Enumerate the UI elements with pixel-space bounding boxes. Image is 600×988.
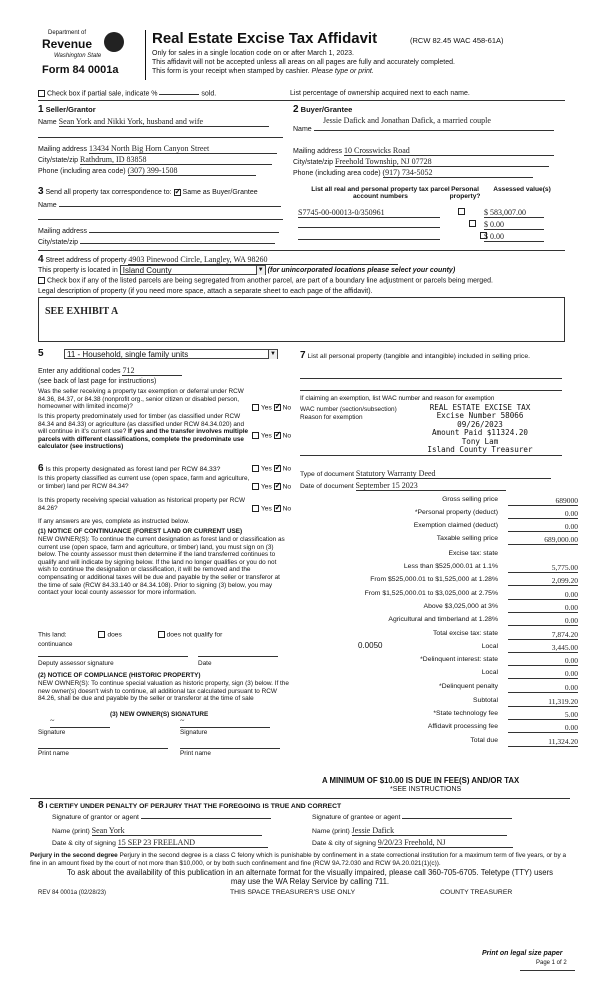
property-address[interactable]: 4903 Pinewood Circle, Langley, WA 98260 [128,255,398,265]
treasurer-stamp [410,404,550,454]
calc-label: From $1,525,000.01 to $3,025,000 at 2.75% [364,590,498,597]
calc-label: *Personal property (deduct) [414,509,498,516]
grantor-name[interactable]: Sean York [92,826,262,836]
calc-label: *Delinquent interest: state [420,656,498,663]
sec7-line-2 [300,390,562,391]
sec4-located-row: This property is located in Island County ▼ (for unincorporated locations please select your county) [38,266,456,275]
sec3-name-row: Name [38,202,283,209]
calc-row [288,697,578,708]
deputy-line [38,656,188,657]
sec6-q1-answers: Yes ✓ No [252,465,291,472]
historic-yes-checkbox[interactable] [252,505,259,512]
calc-value[interactable]: 7,874.20 [508,630,578,640]
seller-heading: 1 Seller/Grantor [38,104,96,115]
sec6-q2: Is this property classified as current use (open space, farm and agriculture, or timber) land per RCW 84.34? [38,475,250,490]
buyer-city[interactable]: Freehold Township, NJ 07728 [335,157,549,167]
logo-emblem-icon [104,32,124,52]
sec6-q3-answers: Yes ✓ No [252,505,291,512]
calc-label: Local [481,643,498,650]
footer-rule [520,970,575,971]
signature-label-2: Signature [180,729,208,736]
seller-address[interactable]: 13434 North Big Horn Canyon Street [89,144,277,154]
stamp-line-5: Tony Lam [461,436,499,446]
land-qualify-row: This land: does does not qualify for [38,631,223,639]
personal-property-checkbox-2[interactable] [469,220,476,227]
new-owner-signature-2[interactable]: ~ [180,716,270,728]
county-treasurer-label: COUNTY TREASURER [440,889,513,896]
boundary-row: Check box if any of the listed parcels are being segregated from another parcel, are part of a boundary line adjustment or parcels being merged. [38,277,578,284]
q2-no-checkbox[interactable] [274,432,281,439]
grantee-name[interactable]: Jessie Dafick [352,826,507,836]
seller-addr-row: Mailing address 13434 North Big Horn Canyon Street [38,144,283,154]
calc-label: Above $3,025,000 at 3% [423,603,498,610]
page-number: Page 1 of 2 [536,960,567,966]
stamp-line-3: 09/26/2023 [457,419,503,429]
assessed-value-1[interactable]: $ 583,007.00 [484,208,544,218]
grantor-name-row: Name (print) Sean York [52,826,262,836]
stamp-line-1: REAL ESTATE EXCISE TAX [429,403,531,412]
calc-row [288,630,578,641]
parcel-line-3 [298,239,440,240]
calc-label: Total excise tax: state [433,630,498,637]
county-select[interactable] [120,265,266,275]
buyer-phone[interactable]: (917) 734-5052 [383,168,533,178]
sec5-q2-answers: Yes ✓ No [252,432,291,439]
calc-label: Agricultural and timberland at 1.28% [388,616,498,623]
calc-value[interactable]: 0.00 [508,656,578,666]
calc-label: Affidavit processing fee [427,723,498,730]
buyer-name[interactable]: Jessie Dafick and Jonathan Dafick, a married couple [323,116,491,125]
calc-label: Exemption claimed (deduct) [413,522,498,529]
sec7-line-1 [300,378,562,379]
calc-row [288,590,578,601]
stamp-line-4: Amount Paid $11324.20 [431,428,528,438]
sec5-number: 5 [38,348,44,359]
deputy-date-label: Date [198,660,212,667]
subtitle-3: This form is your receipt when stamped by cashier. Please type or print. [152,68,374,75]
sold-label: sold. [201,90,217,98]
calc-row [288,576,578,587]
historic-no-checkbox[interactable] [274,505,281,512]
calc-value[interactable]: 0.00 [508,723,578,733]
assessed-value-2[interactable]: $ 0.00 [484,220,544,230]
county-note: (for unincorporated locations please select your county) [267,266,456,274]
logo-revenue: Revenue [42,37,93,51]
print-name-line-2 [180,748,280,749]
chevron-down-icon: ▼ [268,350,277,359]
calc-row [288,509,578,520]
new-owner-signature-1[interactable]: ~ [50,716,110,728]
seller-blank-line [38,137,283,138]
calc-label: *State technology fee [433,710,498,717]
list-note: List percentage of ownership acquired next to each name. [290,90,470,97]
new-owner-sig-heading: (3) NEW OWNER(S) SIGNATURE [110,711,209,718]
rev-number: REV 84 0001a (02/28/23) [38,890,107,896]
calc-row [288,522,578,533]
buyer-name-row: Name [293,126,561,133]
hr-top [38,100,565,101]
seller-phone-row: Phone (including area code) (307) 399-1508 [38,166,283,176]
sec6-q4: If any answers are yes, complete as instructed below. [38,518,190,525]
logo-state: Washington State [54,53,102,59]
calc-label: Subtotal [473,697,498,704]
sec5-q2: Is this property predominately used for timber (as classified under RCW 84.34 and 84.33) or agriculture (as classified under RCW 84.34.020) and will continue in it's current use? If yes and the transfer involves multiple parcels with different classifications, complete the predominate use calculator (see instructions) [38,413,249,451]
calc-row [288,616,578,627]
chevron-down-icon: ▼ [256,266,265,275]
calc-value[interactable]: 0.00 [508,590,578,600]
buyer-address[interactable]: 10 Crosswicks Road [344,146,554,156]
calc-label: *Delinquent penalty [439,683,498,690]
calc-row [288,710,578,721]
assessed-col-header: Assessed value(s) [493,186,551,193]
notice-2-body: NEW OWNER(S): To continue special valuation as historic property, sign (3) below. If the new owner(s) doesn't wish to continue, all additional tax calculated pursuant to RCW 84.26, shall be due and payable by the seller or transferor at the time of sale [38,680,289,703]
hr-sec4 [38,250,565,251]
q2-yes-checkbox[interactable] [252,432,259,439]
sec3-city-row: City/state/zip [38,239,283,246]
form-number: Form 84 0001a [42,64,119,76]
sec3-addr-row: Mailing address [38,228,283,235]
sec8-heading: 8 I CERTIFY UNDER PENALTY OF PERJURY THAT THE FOREGOING IS TRUE AND CORRECT [38,800,342,811]
legal-text: SEE EXHIBIT A [45,306,119,317]
print-name-line-1 [38,748,168,749]
doc-date[interactable]: September 15 2023 [356,481,506,491]
calc-value[interactable]: 0.00 [508,603,578,613]
deputy-date-line [198,656,278,657]
additional-codes[interactable]: 712 [122,366,182,376]
grantee-signature[interactable] [402,818,512,819]
perjury-notice: Perjury in the second degree Perjury in the second degree is a class C felony which is punishable by confinement in a state correctional institution for a maximum term of five years, or by a fine in an amount fixed by the court of not more than $10,000, or by both such confinement and fine (RCW 9A.72.030 and RCW 9A.20.021(1)(c)). [30,852,567,867]
accessibility-notice: To ask about the availability of this publication in an alternate format for the visually impaired, please call 360-705-6705. Teletype (TTY) users may use the WA Relay Service by calling 711. [66,868,554,886]
calc-row [288,535,578,546]
partial-label: Check box if partial sale, indicate % [47,90,158,98]
calc-value[interactable]: 5,775.00 [508,563,578,573]
legal-label: Legal description of property (if you need more space, attach a separate sheet to each page of the affidavit). [38,288,373,295]
sec6-q2-answers: Yes ✓ No [252,483,291,490]
sec3-heading: 3 Send all property tax correspondence to: ✓ Same as Buyer/Grantee [38,186,283,197]
grantor-signature[interactable] [141,818,271,819]
hr-sec8 [30,798,570,799]
subtitle-2: This affidavit will not be accepted unless all areas on all pages are fully and accurately completed. [152,59,455,66]
doc-type[interactable]: Statutory Warranty Deed [356,469,551,479]
calc-value[interactable]: 689,000.00 [508,535,578,545]
section-3 [38,186,283,246]
calc-row [288,643,578,654]
form-rcw: (RCW 82.45 WAC 458-61A) [410,36,504,45]
notice-1-heading: (1) NOTICE OF CONTINUANCE (FOREST LAND OR CURRENT USE) [38,528,243,535]
forest-yes-checkbox[interactable] [252,465,259,472]
calc-label: Taxable selling price [436,535,498,542]
calc-row [288,563,578,574]
grantor-date-row: Date & city of signing 15 SEP 23 FREELAND [52,838,268,848]
sec4-street-row: 4 Street address of property 4903 Pinewood Circle, Langley, WA 98260 [38,254,565,265]
property-use-select[interactable] [64,349,278,359]
grantor-date-city[interactable]: 15 SEP 23 FREELAND [118,838,268,848]
grantor-sig-row: Signature of grantor or agent [52,814,271,821]
buyer-addr-row: Mailing address 10 Crosswicks Road [293,146,561,156]
calc-value[interactable]: 11,324.20 [508,737,578,747]
see-instructions: *SEE INSTRUCTIONS [390,786,462,793]
local-rate: 0.0050 [358,641,383,650]
parcel-col-header: List all real and personal property tax parcel account numbers [311,186,450,200]
additional-codes-row: Enter any additional codes 712 [38,366,182,376]
reason-label: Reason for exemption [300,414,363,421]
buyer-city-row: City/state/zip Freehold Township, NJ 07728 [293,157,561,167]
q1-no-checkbox[interactable] [274,404,281,411]
buyer-heading: 2 Buyer/Grantee [293,104,353,115]
partial-sale [38,90,216,97]
calc-row [288,656,578,667]
property-use-value: 11 - Household, single family units [67,350,189,359]
calc-value[interactable]: 0.00 [508,669,578,679]
exempt-label: If claiming an exemption, list WAC number and reason for exemption [300,395,495,402]
grantee-name-row: Name (print) Jessie Dafick [312,826,507,836]
header-divider [145,30,146,80]
subtitle-1: Only for sales in a single location code on or after March 1, 2023. [152,50,354,57]
notice-2-heading: (2) NOTICE OF COMPLIANCE (HISTORIC PROPERTY) [38,672,201,679]
calc-value[interactable]: 689000 [508,496,578,506]
calc-label: Less than $525,000.01 at 1.1% [403,563,498,570]
stamp-line-2: Excise Number 58066 [436,411,524,421]
dor-logo [38,28,138,84]
calc-row [288,550,578,561]
calc-row [288,603,578,614]
does-checkbox[interactable] [98,631,105,638]
calc-row [288,723,578,734]
sec7-label: 7 List all personal property (tangible and intangible) included in selling price. [300,350,530,361]
legal-size-note: Print on legal size paper [482,950,563,957]
calc-row [288,737,578,748]
calc-value[interactable]: 3,445.00 [508,643,578,653]
calc-label: Total due [470,737,498,744]
sec6-q1: 6 Is this property designated as forest land per RCW 84.33? [38,463,221,474]
treasurer-use-label: THIS SPACE TREASURER'S USE ONLY [230,889,356,896]
personal-col-header: Personal property? [449,186,481,200]
parcel-number[interactable]: S7745-00-00013-0/350961 [298,208,440,218]
calc-row [288,496,578,507]
grantee-date-row: Date & city of signing 9/20/23 Freehold, NJ [312,838,513,848]
personal-property-checkbox-1[interactable] [458,208,465,215]
doc-type-row: Type of document Statutory Warranty Deed [300,469,551,479]
calc-label: Local [481,669,498,676]
grantee-sig-row: Signature of grantee or agent [312,814,512,821]
see-back: (see back of last page for instructions) [38,378,157,385]
sec5-q1-answers: Yes ✓ No [252,404,291,411]
calc-value[interactable]: 0.00 [508,616,578,626]
current-use-no-checkbox[interactable] [274,483,281,490]
buyer-section [293,104,561,177]
forest-no-checkbox[interactable] [274,465,281,472]
sec3-blank [38,219,283,220]
calc-row [288,683,578,694]
calc-value[interactable]: 0.00 [508,509,578,519]
seller-city-row: City/state/zip Rathdrum, ID 83858 [38,155,283,165]
calc-row [288,669,578,680]
same-as-buyer-checkbox[interactable] [174,189,181,196]
does-not-checkbox[interactable] [158,631,165,638]
q1-yes-checkbox[interactable] [252,404,259,411]
deputy-sig-label: Deputy assessor signature [38,660,114,667]
calc-label: From $525,000.01 to $1,525,000 at 1.28% [370,576,498,583]
signature-label-1: Signature [38,729,66,736]
calc-label: Excise tax: state [448,550,498,557]
partial-sale-checkbox[interactable] [38,90,45,97]
legal-description-box[interactable] [38,297,565,342]
logo-dept: Department of [48,30,87,36]
calc-value[interactable]: 0.00 [508,522,578,532]
seller-name-row: Name Sean York and Nikki York, husband and wife [38,117,283,127]
sec7-line-3 [300,455,562,456]
grantee-date-city[interactable]: 9/20/23 Freehold, NJ [378,838,513,848]
calc-value[interactable]: 2,099.20 [508,576,578,586]
county-value: Island County [122,266,172,275]
calc-label: Gross selling price [442,496,498,503]
calc-value[interactable]: 11,319.20 [508,697,578,707]
seller-name[interactable]: Sean York and Nikki York, husband and wife [59,117,269,127]
current-use-yes-checkbox[interactable] [252,483,259,490]
parcel-line-2 [298,227,440,228]
calc-value[interactable]: 5.00 [508,710,578,720]
seller-city[interactable]: Rathdrum, ID 83858 [80,155,272,165]
continuance-label: continuance [38,641,73,648]
seller-phone[interactable]: (307) 399-1508 [128,166,256,176]
minimum-notice: A MINIMUM OF $10.00 IS DUE IN FEE(S) AND/OR TAX [322,776,520,785]
buyer-phone-row: Phone (including area code) (917) 734-5052 [293,168,561,178]
assessed-value-3[interactable]: $ 0.00 [484,232,544,242]
seller-section [38,104,283,174]
calc-value[interactable]: 0.00 [508,683,578,693]
stamp-line-6: Island County Treasurer [427,445,533,455]
print-name-label-2: Print name [180,750,211,757]
notice-1-body: NEW OWNER(S): To continue the current designation as forest land or classification as current use (open space, farm and agriculture, or timber) land, you must sign on (3) below. The county assessor must then determine if the land transferred continues to qualify and will indicate by signing below. If the land no longer qualifies or you do not wish to continue the designation or classification, it will be removed and the compensating or additional taxes will be due and payable by the seller or transferor at the time of sale (RCW 84.33.140 or 84.34.108). Prior to signing (3) below, you may contact your local county assessor for more information. [38,536,285,597]
sec5-q1: Was the seller receiving a property tax exemption or deferral under RCW 84.36, 84.37, or 84.38 (nonprofit org., senior citizen or disabled person, homeowner with limited income)? [38,388,244,411]
sec6-q3: Is this property receiving special valuation as historical property per RCW 84.26? [38,497,246,512]
print-name-label-1: Print name [38,750,69,757]
boundary-checkbox[interactable] [38,277,45,284]
doc-date-row: Date of document September 15 2023 [300,481,506,491]
wac-label: WAC number (section/subsection) [300,406,397,413]
form-title: Real Estate Excise Tax Affidavit [152,30,378,47]
